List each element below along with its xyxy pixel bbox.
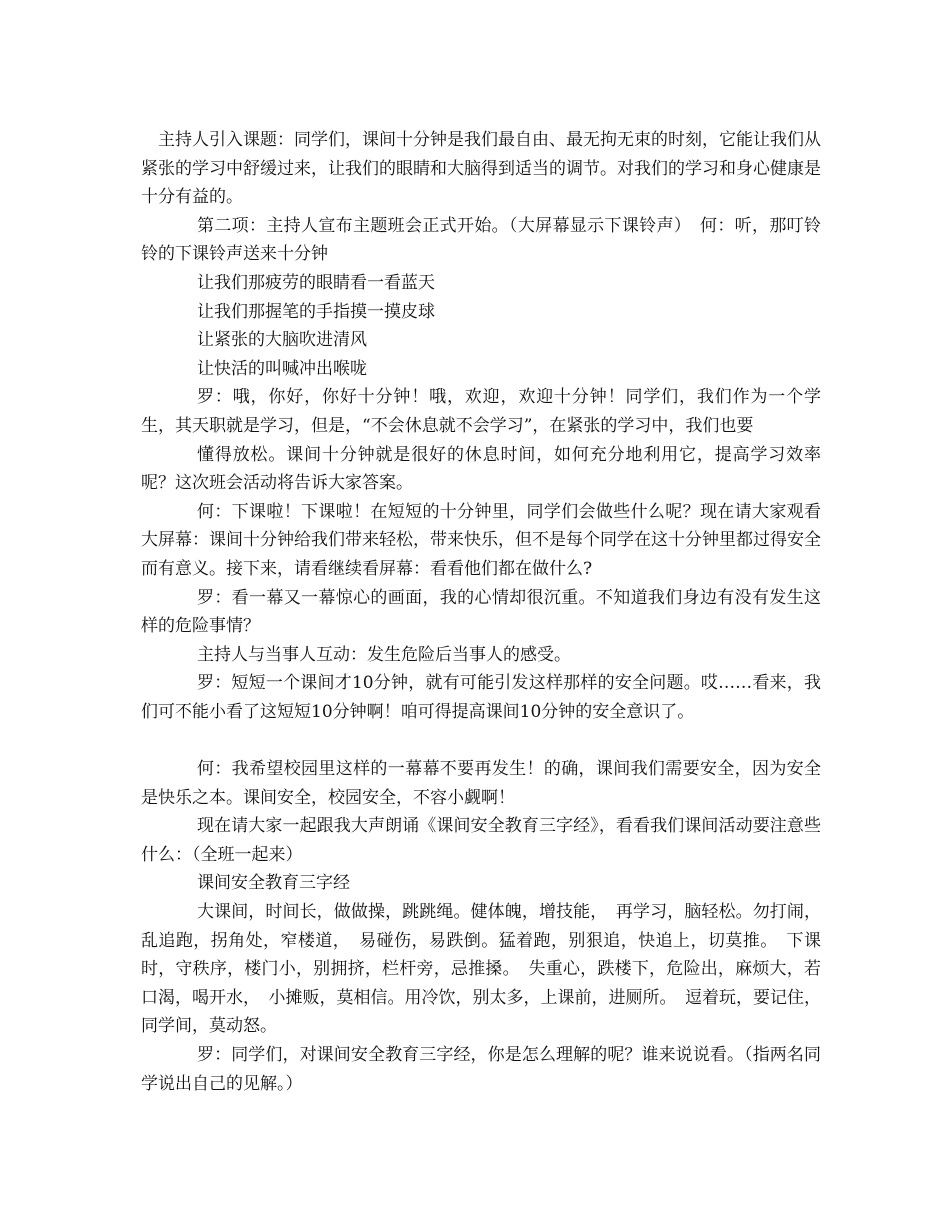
paragraph-luo-1: 罗：哦，你好，你好十分钟！哦，欢迎，欢迎十分钟！同学们，我们作为一个学生，其天职就是学习，但是，“不会休息就不会学习”，在紧张的学习中，我们也要 <box>141 387 821 436</box>
paragraph-interaction: 主持人与当事人互动：发生危险后当事人的感受。 <box>197 644 571 665</box>
paragraph-intro: 主持人引入课题：同学们，课间十分钟是我们最自由、最无拘无束的时刻，它能让我们从紧张的学习中舒缓过来，让我们的眼睛和大脑得到适当的调节。对我们的学习和身心健康是十分有益的。 <box>141 130 821 208</box>
poem-line-2: 让我们那握笔的手指摸一摸皮球 <box>197 301 435 322</box>
poem-line-3: 让紧张的大脑吹进清风 <box>197 330 367 351</box>
paragraph-he-1: 何：下课啦！下课啦！在短短的十分钟里，同学们会做些什么呢？现在请大家观看大屏幕：课间十分钟给我们带来轻松，带来快乐，但不是每个同学在这十分钟里都过得安全而有意义。接下来，请看继续看屏幕：看看他们都在做什么? <box>141 501 821 579</box>
paragraph-luo-2: 罗：看一幕又一幕惊心的画面，我的心情却很沉重。不知道我们身边有没有发生这样的危险事情？ <box>141 587 821 637</box>
rhyme-title: 课间安全教育三字经 <box>197 873 350 894</box>
poem-line-1: 让我们那疲劳的眼睛看一看蓝天 <box>197 272 435 293</box>
paragraph-he-2: 何：我希望校园里这样的一幕幕不要再发生！的确，课间我们需要安全，因为安全是快乐之本。课间安全，校园安全，不容小觑啊！ <box>141 759 821 808</box>
rhyme-body: 大课间，时间长，做做操，跳跳绳。健体魄，增技能， 再学习，脑轻松。勿打闹，乱追跑，拐角处，窄楼道， 易碰伤，易跌倒。猛着跑，别狠追，快追上，切莫推。 下课时，守秩序，楼门小，别拥挤，栏杆旁，忌推搡。 失重心，跌楼下，危险出，麻烦大，若口渴，喝开水， 小摊贩，莫相信。用冷饮，别太多，上课前，进厕所。 逗着玩，要记住，同学间，莫动怒。 <box>141 902 821 1037</box>
paragraph-luo-4: 罗：同学们，对课间安全教育三字经，你是怎么理解的呢？谁来说说看。（指两名同学说出自己的见解。） <box>141 1045 821 1094</box>
paragraph-recite: 现在请大家一起跟我大声朗诵《课间安全教育三字经》，看看我们课间活动要注意些什么：（全班一起来） <box>141 816 821 865</box>
paragraph-luo-3: 罗：短短一个课间才10分钟，就有可能引发这样那样的安全问题。哎……看来，我们可不能小看了这短短10分钟啊！咱可得提高课间10分钟的安全意识了。 <box>141 673 821 722</box>
paragraph-part-two: 第二项：主持人宣布主题班会正式开始。（大屏幕显示下课铃声） 何：听，那叮铃铃的下课铃声送来十分钟 <box>141 215 821 265</box>
poem-line-4: 让快活的叫喊冲出喉咙 <box>197 358 367 379</box>
document-body <box>141 126 821 1098</box>
paragraph-luo-1-cont: 懂得放松。课间十分钟就是很好的休息时间，如何充分地利用它，提高学习效率呢？这次班会活动将告诉大家答案。 <box>141 444 821 494</box>
blank-line <box>141 726 821 755</box>
